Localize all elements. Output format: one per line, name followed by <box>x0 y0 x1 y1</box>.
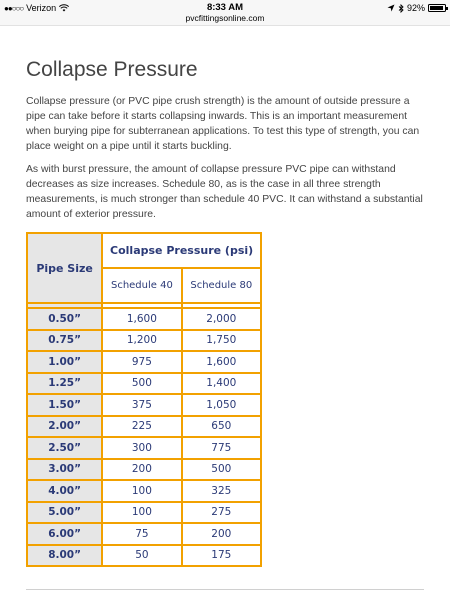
table-row <box>27 545 261 567</box>
status-indicators <box>387 3 446 13</box>
schedule-40-cell: 375 <box>102 394 181 416</box>
address-area[interactable] <box>0 2 450 24</box>
schedule-80-header: Schedule 80 <box>182 268 261 303</box>
schedule-80-cell: 2,000 <box>182 308 261 330</box>
article-content <box>0 58 450 567</box>
pipe-size-cell: 0.50” <box>27 308 102 330</box>
comparison-paragraph: As with burst pressure, the amount of collapse pressure PVC pipe can withstand decreases as size increases. Schedule 80, as is the case in all three strength measurements, is much stronger than schedule 40 PVC. It can withstand a substantial amount of exterior pressure. <box>26 164 423 220</box>
collapse-pressure-table-container <box>26 232 262 567</box>
schedule-80-cell: 1,600 <box>182 351 261 373</box>
battery-level-fill <box>430 6 443 10</box>
table-row <box>27 308 261 330</box>
table-row <box>27 351 261 373</box>
battery-icon <box>428 4 446 12</box>
signal-strength-icon: ●●○○○ <box>4 3 24 13</box>
schedule-40-cell: 1,200 <box>102 330 181 352</box>
table-row <box>27 480 261 502</box>
status-bar <box>0 0 450 26</box>
pipe-size-header: Pipe Size <box>27 233 102 303</box>
table-row <box>27 394 261 416</box>
table-row <box>27 373 261 395</box>
table-row <box>27 437 261 459</box>
schedule-80-cell: 650 <box>182 416 261 438</box>
schedule-80-cell: 175 <box>182 545 261 567</box>
collapse-pressure-header: Collapse Pressure (psi) <box>102 233 261 268</box>
schedule-80-cell: 275 <box>182 502 261 524</box>
schedule-80-cell: 775 <box>182 437 261 459</box>
table-body <box>27 308 261 566</box>
battery-percent: 92% <box>406 3 425 13</box>
pipe-size-cell: 4.00” <box>27 480 102 502</box>
url-label[interactable]: pvcfittingsonline.com <box>185 13 265 23</box>
schedule-40-cell: 225 <box>102 416 181 438</box>
schedule-40-cell: 100 <box>102 502 181 524</box>
pipe-size-cell: 1.00” <box>27 351 102 373</box>
schedule-80-cell: 1,050 <box>182 394 261 416</box>
pipe-size-cell: 6.00” <box>27 523 102 545</box>
pipe-size-cell: 2.50” <box>27 437 102 459</box>
pipe-size-cell: 0.75” <box>27 330 102 352</box>
schedule-80-cell: 1,400 <box>182 373 261 395</box>
intro-paragraph: Collapse pressure (or PVC pipe crush strength) is the amount of outside pressure a pipe can take before it starts collapsing inwards. This is an important measurement when burying pipe for subterranean applications. To test this type of strength, you can place weight on a pipe until it starts buckling. <box>26 96 420 152</box>
schedule-40-cell: 300 <box>102 437 181 459</box>
schedule-40-cell: 50 <box>102 545 181 567</box>
schedule-40-cell: 75 <box>102 523 181 545</box>
clock: 8:33 AM <box>206 2 244 13</box>
footer-divider <box>26 589 424 590</box>
carrier-name: Verizon <box>26 3 57 13</box>
schedule-40-cell: 500 <box>102 373 181 395</box>
bluetooth-icon <box>398 4 404 13</box>
pipe-size-cell: 3.00” <box>27 459 102 481</box>
schedule-40-cell: 1,600 <box>102 308 181 330</box>
table-row <box>27 416 261 438</box>
table-row <box>27 459 261 481</box>
pipe-size-cell: 8.00” <box>27 545 102 567</box>
schedule-80-cell: 500 <box>182 459 261 481</box>
schedule-80-cell: 1,750 <box>182 330 261 352</box>
pipe-size-cell: 1.25” <box>27 373 102 395</box>
location-arrow-icon <box>387 4 395 12</box>
schedule-40-cell: 100 <box>102 480 181 502</box>
schedule-80-cell: 325 <box>182 480 261 502</box>
schedule-80-cell: 200 <box>182 523 261 545</box>
schedule-40-cell: 975 <box>102 351 181 373</box>
schedule-40-header: Schedule 40 <box>102 268 181 303</box>
pipe-size-cell: 5.00” <box>27 502 102 524</box>
table-row <box>27 502 261 524</box>
page-title: Collapse Pressure <box>26 58 198 81</box>
schedule-40-cell: 200 <box>102 459 181 481</box>
table-row <box>27 330 261 352</box>
collapse-pressure-table <box>26 232 262 567</box>
table-row <box>27 523 261 545</box>
pipe-size-cell: 1.50” <box>27 394 102 416</box>
pipe-size-cell: 2.00” <box>27 416 102 438</box>
